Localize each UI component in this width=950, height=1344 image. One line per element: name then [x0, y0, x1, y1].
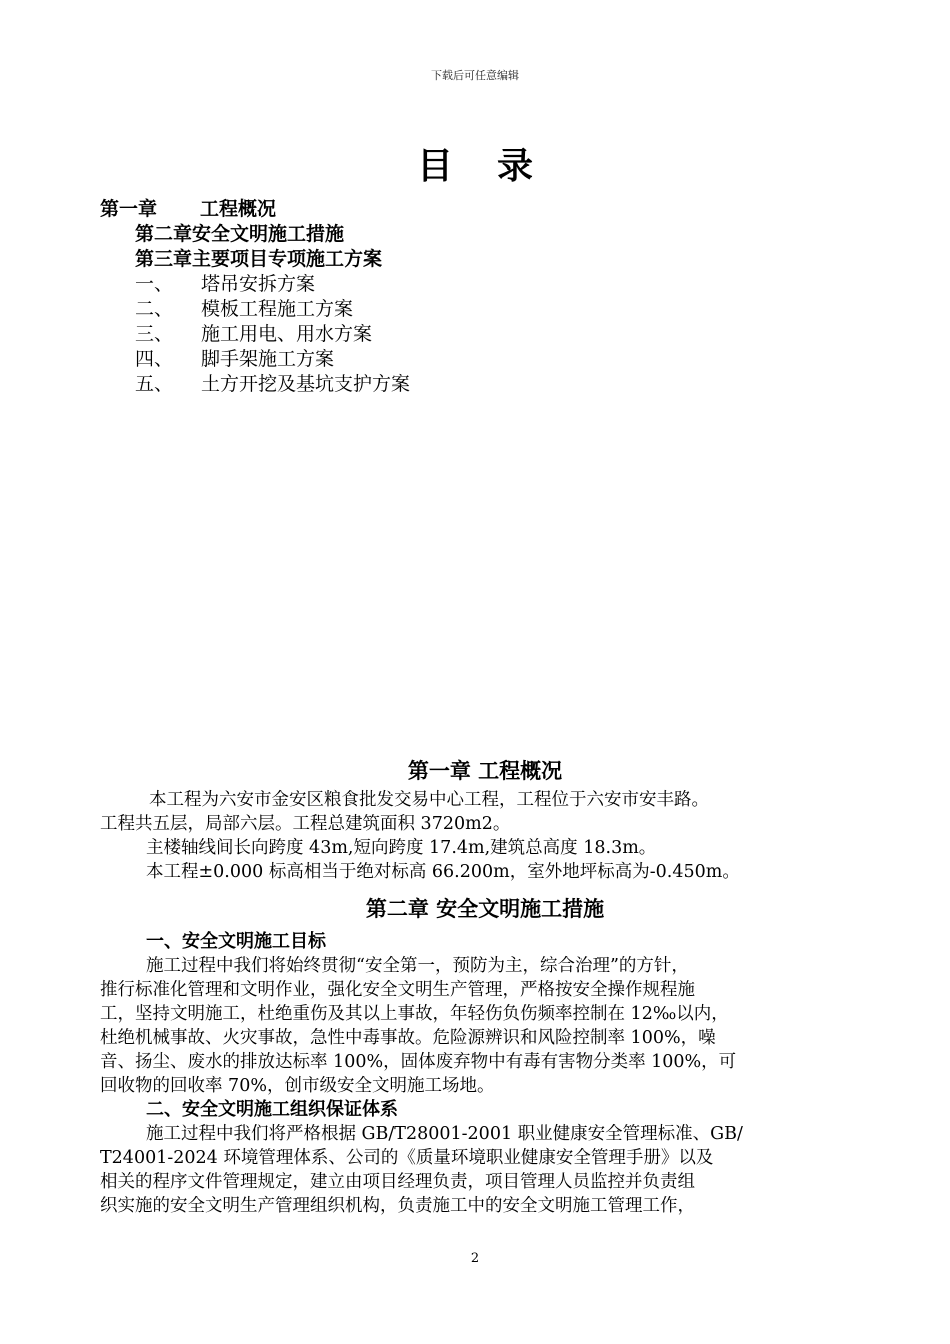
chapter-2-heading: 第二章 安全文明施工措施: [365, 897, 605, 921]
paragraph-line: 工，坚持文明施工，杜绝重伤及其以上事故，年轻伤负伤频率控制在 12‰以内，: [100, 1004, 729, 1024]
paragraph-line: 施工过程中我们将严格根据 GB/T28001-2001 职业健康安全管理标准、GB/: [146, 1124, 743, 1144]
paragraph-line: 回收物的回收率 70%，创市级安全文明施工场地。: [100, 1076, 495, 1096]
toc-title: [0, 138, 950, 189]
toc-entry-chapter-3: 第三章主要项目专项施工方案: [135, 248, 383, 270]
paragraph-line: 本工程±0.000 标高相当于绝对标高 66.200m，室外地坪标高为-0.450m。: [146, 862, 740, 882]
paragraph-line: 杜绝机械事故、火灾事故，急性中毒事故。危险源辨识和风险控制率 100%，噪: [100, 1028, 716, 1048]
toc-subentry: 二、 模板工程施工方案: [135, 298, 354, 320]
section-heading: 一、安全文明施工目标: [146, 931, 326, 952]
document-body: [100, 754, 870, 1218]
toc-entry-chapter-1: [100, 197, 860, 222]
toc-subentry: 三、 施工用电、用水方案: [135, 323, 373, 345]
paragraph-line: 相关的程序文件管理规定，建立由项目经理负责，项目管理人员监控并负责组: [100, 1172, 695, 1192]
paragraph-line: 音、扬尘、废水的排放达标率 100%，固体废弃物中有毒有害物分类率 100%，可: [100, 1052, 737, 1072]
toc-subentry: 一、 塔吊安拆方案: [135, 273, 316, 295]
paragraph-line: 主楼轴线间长向跨度 43m,短向跨度 17.4m,建筑总高度 18.3m。: [146, 838, 657, 858]
paragraph-line: 织实施的安全文明生产管理组织机构，负责施工中的安全文明施工管理工作，: [100, 1196, 695, 1216]
toc-subentry: 五、 土方开挖及基坑支护方案: [135, 373, 411, 395]
table-of-contents: [100, 197, 860, 397]
toc-chapter-title: 工程概况: [200, 198, 277, 220]
paragraph-line: T24001-2024 环境管理体系、公司的《质量环境职业健康安全管理手册》以及: [100, 1148, 714, 1168]
paragraph-line: 推行标准化管理和文明作业，强化安全文明生产管理，严格按安全操作规程施: [100, 980, 695, 1000]
toc-subentry: 四、 脚手架施工方案: [135, 348, 335, 370]
toc-title-char-1: 目: [416, 146, 453, 187]
paragraph-line: 施工过程中我们将始终贯彻“安全第一，预防为主，综合治理”的方针，: [146, 956, 689, 976]
paragraph-line: 本工程为六安市金安区粮食批发交易中心工程，工程位于六安市安丰路。: [149, 790, 709, 810]
chapter-1-heading: 第一章 工程概况: [407, 759, 563, 783]
page-number: 2: [470, 1251, 480, 1266]
paragraph-line: 工程共五层，局部六层。工程总建筑面积 3720m2。: [100, 814, 511, 834]
toc-title-char-2: 录: [497, 146, 534, 187]
toc-chapter-number: 第一章: [100, 198, 158, 220]
toc-entry-chapter-2: 第二章安全文明施工措施: [135, 223, 345, 245]
page-header: 下载后可任意编辑: [431, 69, 519, 82]
section-heading: 二、安全文明施工组织保证体系: [146, 1099, 398, 1120]
